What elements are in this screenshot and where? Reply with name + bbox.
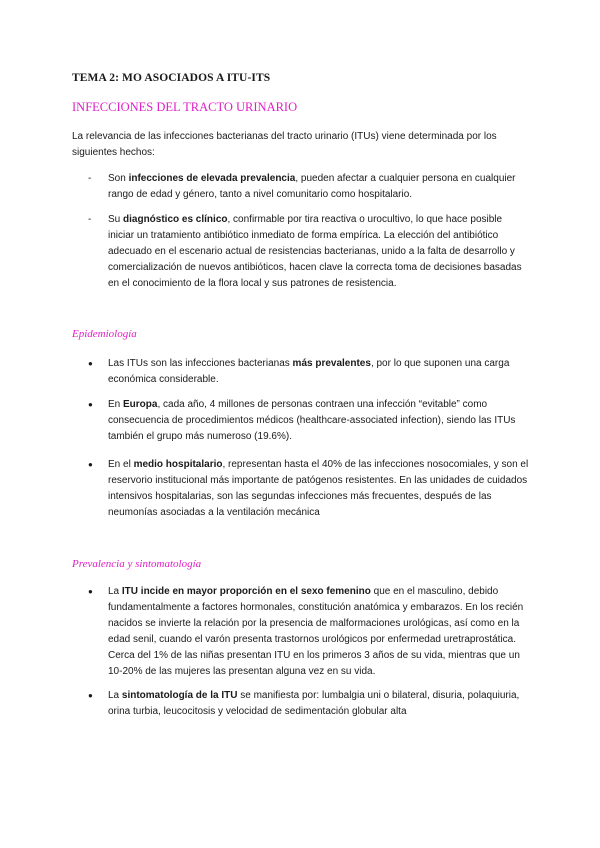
bullet-marker: ● [88,359,93,368]
prevalence-bold: ITU incide en mayor proporción en el sexo femenino [121,586,371,597]
fact-text: Su diagnóstico es clínico, confirmable por tira reactiva o urocultivo, lo que hace posible iniciar un tratamiento antibiótico inmediato de forma empírica. La elección del antibiótico adecuado en el escenario actual de resistencias bacterianas, unido a la falta de desarrollo y comercialización de nuevos antibióticos, hacen clave la correcta toma de decisiones basadas en el conocimiento de la flora local y sus patrones de resistencia. [108,214,522,289]
fact-bold: infecciones de elevada prevalencia [128,173,296,184]
epidemiology-text: Las ITUs son las infecciones bacterianas más prevalentes, por lo que suponen una carga económica considerable. [108,358,510,385]
fact-text: Son infecciones de elevada prevalencia, pueden afectar a cualquier persona en cualquier rango de edad y género, tanto a nivel comunitario como hospitalario. [108,173,516,200]
fact-bold: diagnóstico es clínico [123,214,228,225]
bullet-marker: ● [88,587,93,596]
bullet-marker: ● [88,400,93,409]
prevalence-text: La ITU incide en mayor proporción en el sexo femenino que en el masculino, debido fundamentalmente a factores hormonales, constitución anatómica y embarazos. En los recién nacidos se invierte la relación por la presencia de malformaciones urológicas, así como en la edad senil, cuando el varón presenta trastornos urológicos por enfermedad uretraprostática. Cerca del 1% de las niñas presentan ITU en los primeros 3 años de su vida, mientras que un 10-20% de las mujeres las presentan alguna vez en su vida. [108,586,524,677]
epidemiology-heading: Epidemiología [72,328,137,340]
prevalence-heading: Prevalencia y sintomatología [72,558,202,570]
bullet-marker: ● [88,460,93,469]
intro-paragraph: La relevancia de las infecciones bacterianas del tracto urinario (ITUs) viene determinada por los siguientes hechos: [72,131,497,158]
epidemiology-bold: medio hospitalario [133,459,223,470]
bullet-marker: ● [88,691,93,700]
prevalence-bold: sintomatología de la ITU [121,690,238,701]
epidemiology-text: En el medio hospitalario, representan hasta el 40% de las infecciones nosocomiales, y son el reservorio institucional más importante de patógenos resistentes. En las unidades de cuidados intensivos hospitalarias, son las segundas infecciones más frecuentes, después de las neumonías asociadas a la ventilación mecánica [108,459,529,518]
epidemiology-text: En Europa, cada año, 4 millones de personas contraen una infección “evitable” como consecuencia de procedimientos médicos (healthcare-associated infection), siendo las ITUs también el grupo más numeroso (19.6%). [108,399,516,442]
section-title: INFECCIONES DEL TRACTO URINARIO [72,100,298,114]
topic-title: TEMA 2: MO ASOCIADOS A ITU-ITS [72,72,271,84]
dash-marker: - [88,214,92,225]
epidemiology-bold: Europa [123,399,158,410]
prevalence-text: La sintomatología de la ITU se manifiesta por: lumbalgia uni o bilateral, disuria, polaquiuria, orina turbia, leucocitosis y velocidad de sedimentación globular alta [108,690,520,717]
dash-marker: - [88,173,92,184]
epidemiology-bold: más prevalentes [292,358,371,369]
